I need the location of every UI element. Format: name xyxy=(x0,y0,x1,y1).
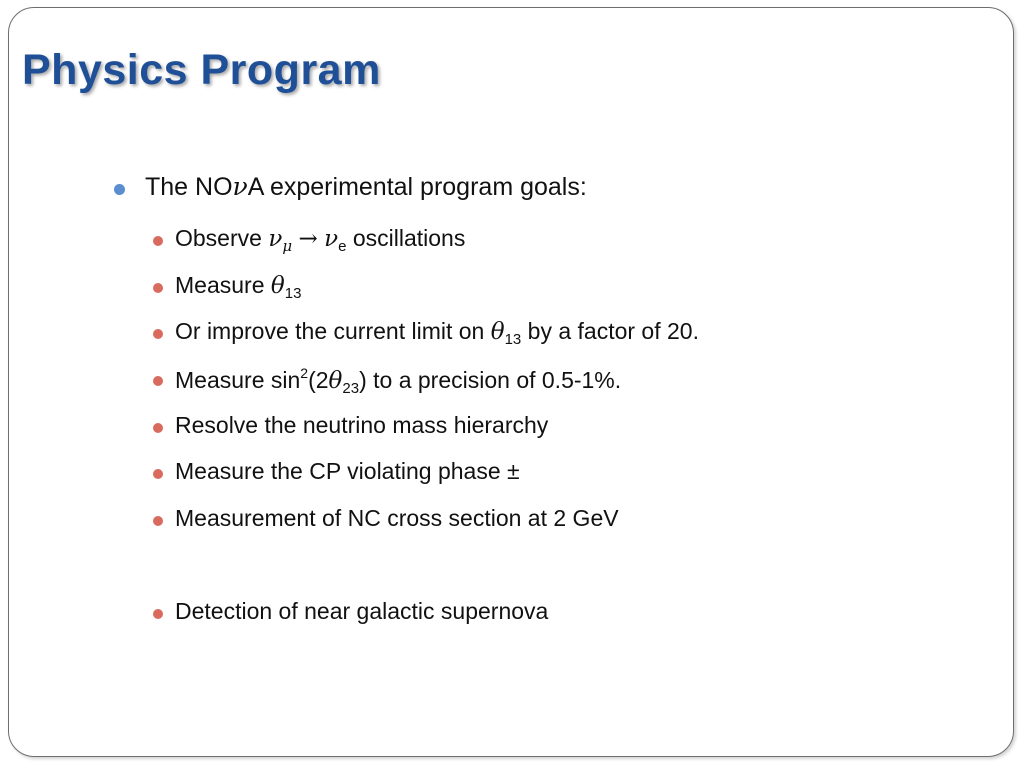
sub-bullet-text: Observe $\nu_\mu \to \nu_e$ oscillations xyxy=(175,225,466,255)
slide-title: Physics Program xyxy=(22,46,381,94)
bullet-dot-icon xyxy=(153,283,163,293)
sub-bullet-text: Resolve the neutrino mass hierarchy xyxy=(175,412,549,438)
bullet-dot-icon xyxy=(153,423,163,433)
bullet-dot-icon xyxy=(153,236,163,246)
sub-bullet-text: Measurement of NC cross section at 2 GeV xyxy=(175,505,619,531)
sub-bullet-text: Measure $\theta_{13}$ xyxy=(175,272,302,302)
bullet-dot-icon xyxy=(114,184,125,195)
bullet-dot-icon xyxy=(153,609,163,619)
sub-bullet-text: Or improve the current limit on $\theta_{13}$ by a factor of 20. xyxy=(175,318,699,348)
sub-bullet-text: Measure the CP violating phase ± xyxy=(175,458,520,484)
main-bullet-text: The NOνA experimental program goals: xyxy=(145,172,587,201)
bullet-dot-icon xyxy=(153,516,163,526)
bullet-dot-icon xyxy=(153,329,163,339)
sub-bullet-text: Detection of near galactic supernova xyxy=(175,598,549,624)
bullet-dot-icon xyxy=(153,469,163,479)
sub-bullet-text: Measure $\sin^2(2\theta_{23})$ to a precision of 0.5-1%. xyxy=(175,365,622,397)
bullet-dot-icon xyxy=(153,376,163,386)
